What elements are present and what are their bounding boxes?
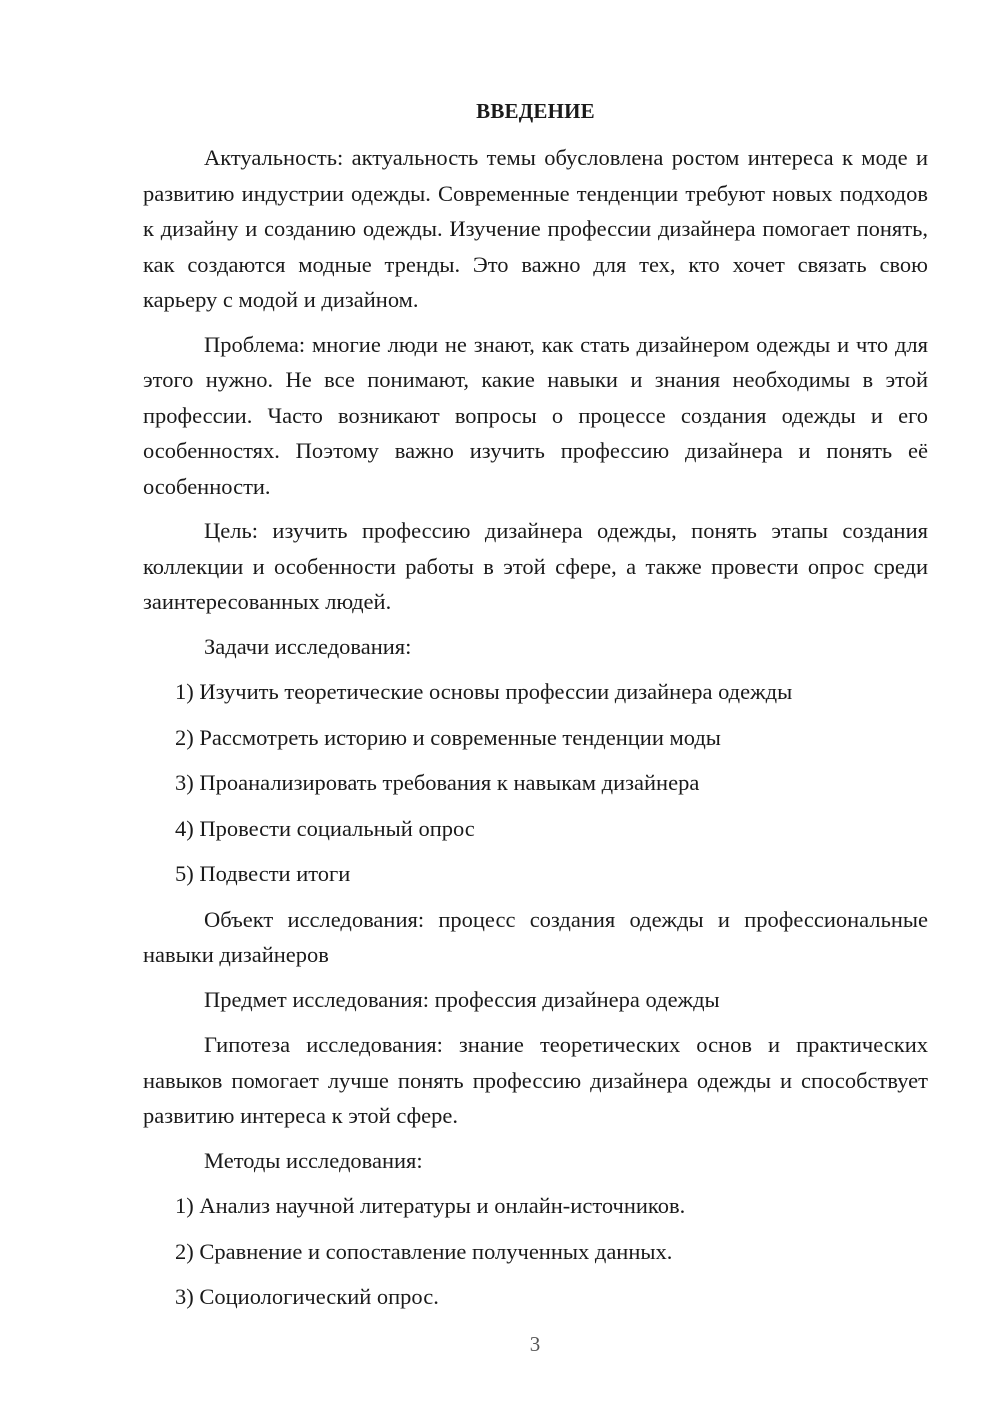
list-item: 3) Проанализировать требования к навыкам дизайнера <box>175 770 700 795</box>
page-number: 3 <box>529 1332 541 1356</box>
list-item: 2) Сравнение и сопоставление полученных данных. <box>175 1238 673 1264</box>
list-item: 1) Изучить теоретические основы профессии дизайнера одежды <box>175 679 793 704</box>
methods-title: Методы исследования: <box>204 1147 423 1173</box>
list-item: 1) Анализ научной литературы и онлайн-источников. <box>175 1193 686 1218</box>
list-item: 5) Подвести итоги <box>175 861 351 886</box>
section-heading: ВВЕДЕНИЕ <box>476 99 595 123</box>
document-page <box>143 96 928 1325</box>
tasks-list <box>143 674 928 892</box>
methods-list <box>143 1188 928 1315</box>
object-paragraph: Объект исследования: процесс создания одежды и профессиональные навыки дизайнеров <box>143 906 928 967</box>
hypothesis-paragraph: Гипотеза исследования: знание теоретических основ и практических навыков помогает лучше понять профессию дизайнера одежды и способствует развитию интереса к этой сфере. <box>143 1032 928 1128</box>
list-item: 4) Провести социальный опрос <box>175 815 475 841</box>
problem-paragraph: Проблема: многие люди не знают, как стать дизайнером одежды и что для этого нужно. Не все понимают, какие навыки и знания необходимы в этой профессии. Часто возникают вопросы о процессе создания одежды и его особенностях. Поэтому важно изучить профессию дизайнера и понять её особенности. <box>143 331 928 499</box>
subject-paragraph: Предмет исследования: профессия дизайнера одежды <box>204 986 720 1012</box>
relevance-paragraph: Актуальность: актуальность темы обусловлена ростом интереса к моде и развитию индустрии одежды. Современные тенденции требуют новых подходов к дизайну и созданию одежды. Изучение профессии дизайнера помогает понять, как создаются модные тренды. Это важно для тех, кто хочет связать свою карьеру с модой и дизайном. <box>143 145 928 312</box>
tasks-title: Задачи исследования: <box>204 633 412 659</box>
list-item: 3) Социологический опрос. <box>175 1284 439 1309</box>
list-item: 2) Рассмотреть историю и современные тенденции моды <box>175 724 721 750</box>
goal-paragraph: Цель: изучить профессию дизайнера одежды, понять этапы создания коллекции и особенности работы в этой сфере, а также провести опрос среди заинтересованных людей. <box>143 518 928 614</box>
